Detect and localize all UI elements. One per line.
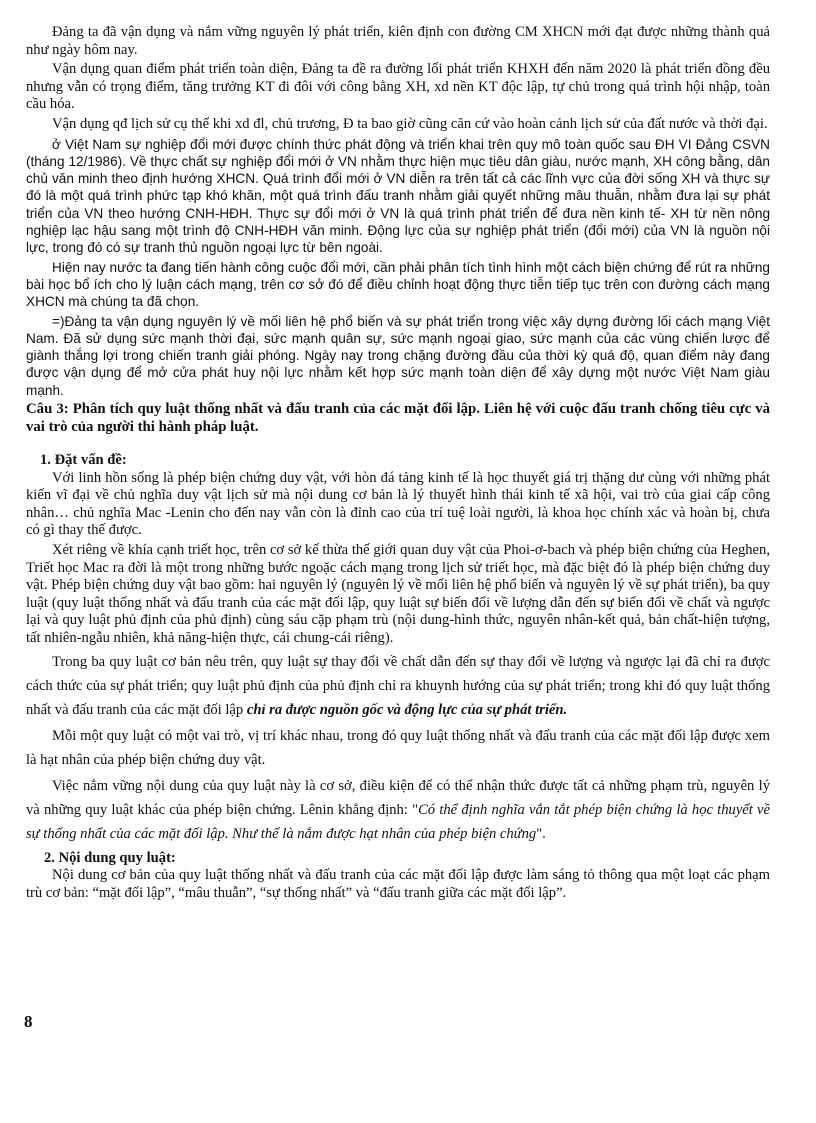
paragraph: Vận dụng quan điểm phát triển toàn diện, Đảng ta đề ra đường lối phát triển KHXH đến năm 2020 là phát triển đồng đều nhưng vẫn có trọng điểm, tăng trưởng KT đi đôi với công bằng XH, xd nền KT độc lập, tự chủ trong quá trình hội nhập, toàn cầu hóa. — [26, 61, 770, 113]
paragraph: Hiện nay nước ta đang tiến hành công cuộc đổi mới, cần phải phân tích tình hình một cách biện chứng để rút ra những bài học bổ ích cho lý luận cách mạng, trên cơ sở đó để điều chỉnh hoạt động thực tiễn tiếp tục trên con đường cách mạng XHCN mà chúng ta đã chọn. — [26, 259, 770, 310]
paragraph: ở Việt Nam sự nghiệp đổi mới được chính thức phát động và triển khai trên quy mô toàn quốc sau ĐH VI Đảng CSVN (tháng 12/1986). Về thực chất sự nghiệp đổi mới ở VN nhằm thực hiện mục tiêu dân giàu, nước mạnh, XH công bằng, dân chủ văn minh theo định hướng XHCN. Quá trình đổi mới ở VN diễn ra trên tất cả các lĩnh vực của đời sống XH và thực sự đó là một quá trình phức tạp khó khăn, một quá trình đấu tranh nhằm giải quyết những mâu thuẫn, nhằm đưa lại sự phát triển của VN theo hướng CNH-HĐH. Thực sự đổi mới ở VN là quá trình phát triển để đưa nền kinh tế- XH từ nền nông nghiệp lạc hậu sang một trình độ CNH-HĐH văn minh. Động lực của sự nghiệp phát triển (đổi mới) của VN là nguồn nội lực, trong đó có sự tranh thủ nguồn ngoại lực từ bên ngoài. — [26, 136, 770, 256]
paragraph: Nội dung cơ bản của quy luật thống nhất và đấu tranh của các mặt đối lập được làm sáng tỏ thông qua một loạt các phạm trù cơ bản: “mặt đối lập”, “mâu thuẫn”, “sự thống nhất” và “đấu tranh giữa các mặt đối lập”. — [26, 867, 770, 901]
paragraph: Vận dụng qđ lịch sử cụ thể khi xd đl, chủ trương, Đ ta bao giờ cũng căn cứ vào hoàn cảnh lịch sử của đất nước và thời đại. — [52, 115, 768, 132]
quote-text: Có thể định nghĩa vắn tắt phép biện chứng là học thuyết về sự thống nhất của các mặt đối lập. Như thế là nắm được hạt nhân của phép biện chứng — [26, 801, 770, 842]
page-number: 8 — [24, 1012, 33, 1031]
emphasis-text: chỉ ra được nguồn gốc và động lực của sự phát triển. — [246, 701, 568, 718]
paragraph-text: ". — [536, 825, 546, 842]
paragraph-text: Việc nắm vững nội dung của quy luật này là cơ sở, điều kiện để có thể nhận thức được tất cả những phạm trù, nguyên lý và những quy luật khác của phép biện chứng. Lênin khẳng định: " — [26, 777, 770, 818]
question-heading: Câu 3: Phân tích quy luật thống nhất và đấu tranh của các mặt đối lập. Liên hệ với cuộc đấu tranh chống tiêu cực và vai trò của người thi hành pháp luật. — [26, 401, 770, 436]
paragraph: Đảng ta đã vận dụng và nắm vững nguyên lý phát triển, kiên định con đường CM XHCN mới đạt được những thành quả như ngày hôm nay. — [26, 24, 770, 58]
paragraph: Mỗi một quy luật có một vai trò, vị trí khác nhau, trong đó quy luật thống nhất và đấu tranh của các mặt đối lập được xem là hạt nhân của phép biện chứng duy vật. — [26, 727, 770, 768]
paragraph — [26, 650, 770, 722]
paragraph: =)Đảng ta vận dụng nguyên lý về mối liên hệ phổ biến và sự phát triển trong việc xây dựng đường lối cách mạng Việt Nam. Đã sử dụng sức mạnh thời đại, sức mạnh quân sự, sức mạnh ngoại giao, sức mạnh của các vùng chiến lược để giành thắng lợi trong chiến tranh giải phóng. Ngày nay trong chặng đường đầu của thời kỳ quá độ, quan điểm này đang được vận dụng để mở cửa phát huy nội lực nhằm kết hợp sức mạnh toàn diện để xây dựng một nước Việt Nam giàu mạnh. — [26, 313, 770, 398]
paragraph: Xét riêng về khía cạnh triết học, trên cơ sở kế thừa thế giới quan duy vật của Phoi-ơ-bach và phép biện chứng của Heghen, Triết học Mac ra đời là một trong những bước ngoặc cách mạng trong lịch sử triết học, mà đặc biệt đó là phép biện chứng duy vật. Phép biện chứng duy vật bao gồm: hai nguyên lý (nguyên lý về mối liên hệ phổ biến và nguyên lý về sự phát triển), ba quy luật (quy luật thống nhất và đấu tranh của các mặt đối lập, quy luật sự biến đổi về lượng dẫn đến sự biến đổi về chất và ngược lại và quy luật phủ định của phủ định) cùng sáu cặp phạm trù (nội dung-hình thức, nguyên nhân-kết quả, bản chất-hiện tượng, tất nhiên-ngẫu nhiên, khả năng-hiện thực, cái chung-cái riêng). — [26, 541, 770, 646]
section-heading: 2. Nội dung quy luật: — [44, 849, 176, 866]
paragraph: Với linh hồn sống là phép biện chứng duy vật, với hòn đá tảng kinh tế là học thuyết giá trị thặng dư cùng với những phát kiến vĩ đại về chủ nghĩa duy vật lịch sử mà nội dung cơ bản là lý thuyết hình thái kinh tế xã hội, vai trò của giai cấp công nhân… chủ nghĩa Mac -Lenin cho đến nay vẫn còn là đỉnh cao của trí tuệ loài người, là khoa học chính xác và hoàn bị, chưa có gì thay thế được. — [26, 469, 770, 539]
document-body — [26, 24, 770, 902]
paragraph — [26, 774, 770, 846]
paragraph-text: Trong ba quy luật cơ bản nêu trên, quy luật sự thay đổi về chất dẫn đến sự thay đổi về lượng và ngược lại đã chỉ ra được cách thức của sự phát triển; quy luật phủ định của phủ định chỉ ra khuynh hướng của sự phát triển; trong khi đó quy luật thống nhất và đấu tranh của các mặt đối lập — [26, 653, 770, 718]
section-heading: 1. Đặt vấn đề: — [40, 452, 127, 469]
